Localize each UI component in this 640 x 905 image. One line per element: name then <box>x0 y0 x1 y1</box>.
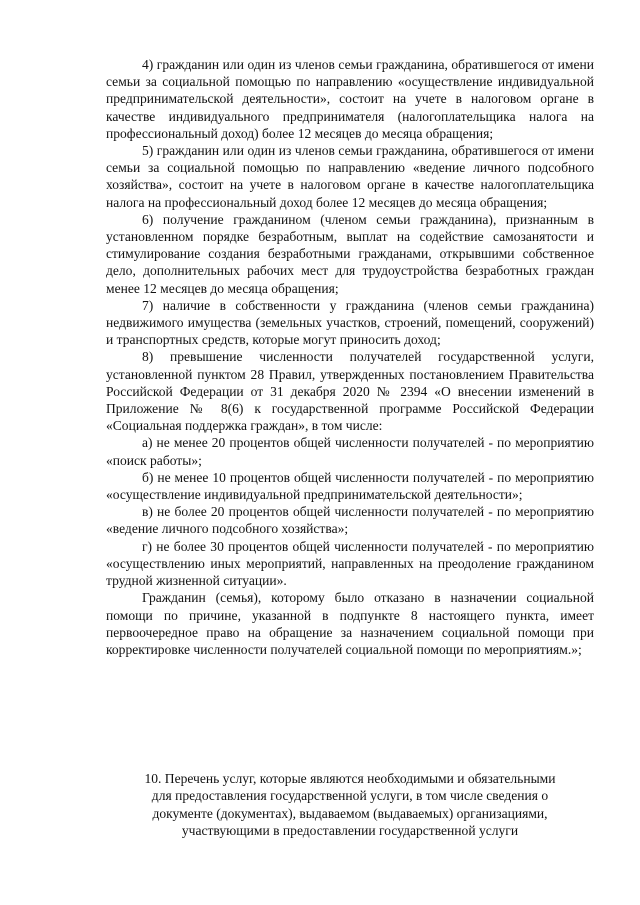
document-body <box>106 56 594 658</box>
paragraph-item-8: 8) превышение численности получателей государственной услуги, установленной пунктом 28 Правил, утвержденных постановлением Правительства Российской Федерации от 31 декабря 2020 № 2394 «О внесении изменений в Приложение № 8(6) к государственной программе Российской Федерации «Социальная поддержка граждан», в том числе: <box>106 349 594 434</box>
section-heading-line: участвующими в предоставлении государственной услуги <box>181 823 519 839</box>
subitem-g: г) не более 30 процентов общей численности получателей - по мероприятию «осуществлению иных мероприятий, направленных на преодоление гражданином трудной жизненной ситуации». <box>106 538 594 589</box>
paragraph-item-6: 6) получение гражданином (членом семьи гражданина), признанным в установленном порядке безработным, выплат на содействие самозанятости и стимулирование создания безработными гражданами, открывшими собственное дело, дополнительных рабочих мест для трудоустройства безработных граждан менее 12 месяцев до месяца обращения; <box>106 211 594 296</box>
subitem-b: б) не менее 10 процентов общей численности получателей - по мероприятию «осуществление индивидуальной предпринимательской деятельности»; <box>106 469 594 503</box>
section-heading <box>106 770 594 840</box>
subitem-v: в) не более 20 процентов общей численности получателей - по мероприятию «ведение личного подсобного хозяйства»; <box>106 504 594 537</box>
section-heading-line: документе (документах), выдаваемом (выдаваемых) организациями, <box>152 805 548 821</box>
paragraph-item-7: 7) наличие в собственности у гражданина (членов семьи гражданина) недвижимого имущества (земельных участков, строений, помещений, сооружений) и транспортных средств, которые могут приносить доход; <box>106 297 594 348</box>
paragraph-refusal-priority: Гражданин (семья), которому было отказано в назначении социальной помощи по причине, указанной в подпункте 8 настоящего пункта, имеет первоочередное право на обращение за назначением социальной помощи при корректировке численности получателей социальной помощи по мероприятиям.»; <box>106 590 594 657</box>
paragraph-item-5: 5) гражданин или один из членов семьи гражданина, обратившегося от имени семьи за социальной помощью по направлению «ведение личного подсобного хозяйства», состоит на учете в налоговом органе в качестве налогоплательщика налога на профессиональный доход более 12 месяцев до месяца обращения; <box>106 143 594 210</box>
subitem-a: а) не менее 20 процентов общей численности получателей - по мероприятию «поиск работы»; <box>106 435 594 468</box>
section-heading-line: 10. Перечень услуг, которые являются необходимыми и обязательными <box>144 771 556 786</box>
section-heading-line: для предоставления государственной услуги, в том числе сведения о <box>151 788 549 804</box>
paragraph-item-4: 4) гражданин или один из членов семьи гражданина, обратившегося от имени семьи за социальной помощью по направлению «осуществление индивидуальной предпринимательской деятельности», состоит на учете в налоговом органе в качестве индивидуального предпринимателя (налогоплательщика налога на профессиональный доход) более 12 месяцев до месяца обращения; <box>106 57 594 141</box>
